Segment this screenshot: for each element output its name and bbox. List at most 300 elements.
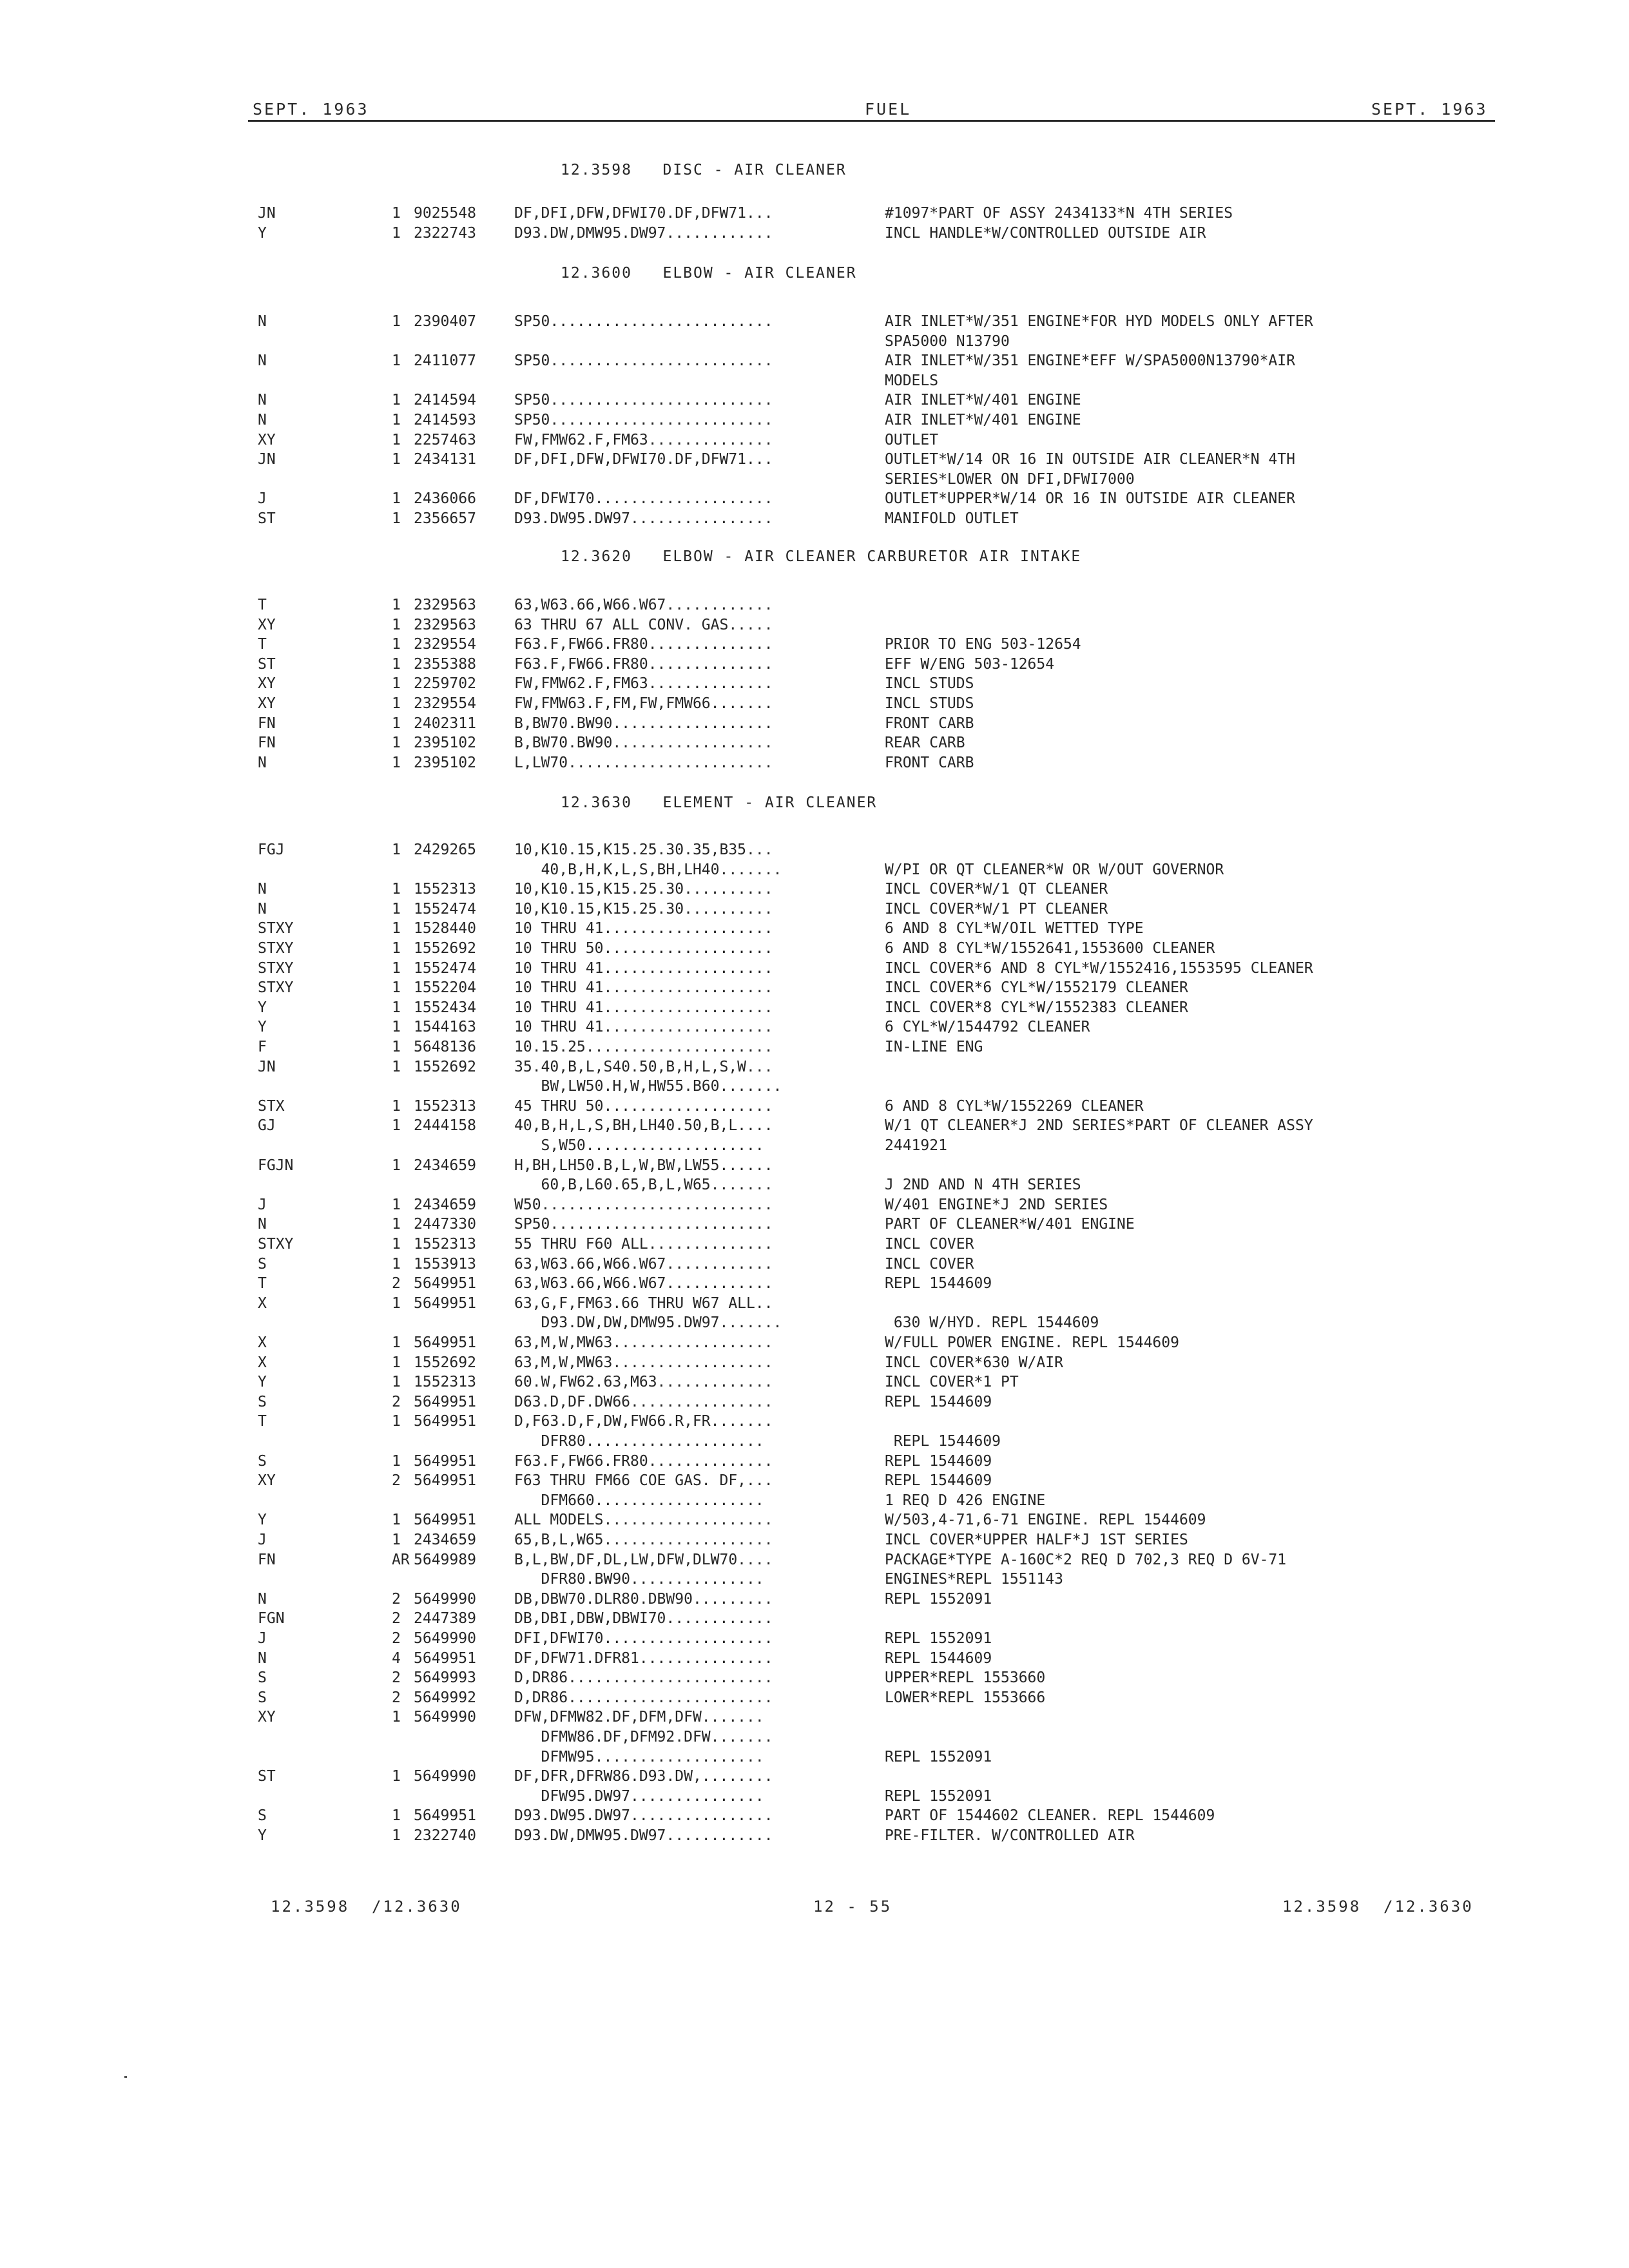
row-part-number: 1552692 <box>414 1059 476 1075</box>
row-description: PRIOR TO ENG 503-12654 <box>885 636 1081 653</box>
row-part-number: 2395102 <box>414 735 476 751</box>
row-quantity: 1 <box>392 735 401 751</box>
row-description: 630 W/HYD. REPL 1544609 <box>885 1314 1099 1331</box>
row-quantity: 1 <box>392 313 401 330</box>
row-models: FW,FMW62.F,FM63.............. <box>514 675 773 692</box>
row-code: STXY <box>258 920 294 937</box>
row-part-number: 5649951 <box>414 1295 476 1312</box>
row-models: 10 THRU 41................... <box>514 960 773 977</box>
row-code: N <box>258 881 267 898</box>
row-models: DFW,DFMW82.DF,DFM,DFW....... <box>514 1709 764 1725</box>
row-description: FRONT CARB <box>885 754 974 771</box>
row-description: 6 AND 8 CYL*W/OIL WETTED TYPE <box>885 920 1144 937</box>
row-code: JN <box>258 205 276 222</box>
row-code: N <box>258 901 267 918</box>
row-models: F63.F,FW66.FR80.............. <box>514 1453 773 1470</box>
row-description: INCL COVER*1 PT <box>885 1374 1019 1390</box>
row-part-number: 2329554 <box>414 695 476 712</box>
row-description: AIR INLET*W/401 ENGINE <box>885 392 1081 408</box>
row-code: S <box>258 1256 267 1273</box>
row-models: 65,B,L,W65................... <box>514 1532 773 1548</box>
row-models: F63.F,FW66.FR80.............. <box>514 636 773 653</box>
row-code: FGJN <box>258 1157 294 1174</box>
row-quantity: 1 <box>392 940 401 957</box>
row-models: 63,W63.66,W66.W67............ <box>514 1256 773 1273</box>
row-code: XY <box>258 695 276 712</box>
row-models: DFMW95................... <box>514 1749 764 1765</box>
row-code: N <box>258 754 267 771</box>
row-models: F63 THRU FM66 COE GAS. DF,... <box>514 1472 773 1489</box>
row-description: PRE-FILTER. W/CONTROLLED AIR <box>885 1827 1135 1844</box>
row-part-number: 2429265 <box>414 841 476 858</box>
row-description: REPL 1552091 <box>885 1591 992 1608</box>
row-part-number: 2411077 <box>414 352 476 369</box>
row-description: 1 REQ D 426 ENGINE <box>885 1492 1046 1509</box>
row-quantity: AR <box>392 1552 410 1568</box>
row-models: B,BW70.BW90.................. <box>514 715 773 732</box>
row-quantity: 1 <box>392 656 401 673</box>
row-code: N <box>258 352 267 369</box>
row-part-number: 2356657 <box>414 510 476 527</box>
row-part-number: 5649951 <box>414 1334 476 1351</box>
row-code: JN <box>258 451 276 468</box>
row-description: INCL COVER*6 CYL*W/1552179 CLEANER <box>885 979 1188 996</box>
row-part-number: 1552474 <box>414 960 476 977</box>
row-part-number: 2355388 <box>414 656 476 673</box>
row-code: X <box>258 1354 267 1371</box>
row-models: SP50......................... <box>514 1216 773 1233</box>
row-models: 10 THRU 41................... <box>514 979 773 996</box>
row-description: OUTLET <box>885 432 939 448</box>
row-part-number: 2447330 <box>414 1216 476 1233</box>
row-models: F63.F,FW66.FR80.............. <box>514 656 773 673</box>
row-models: 63,M,W,MW63.................. <box>514 1354 773 1371</box>
row-code: J <box>258 490 267 507</box>
row-part-number: 1552204 <box>414 979 476 996</box>
row-models: D93.DW,DMW95.DW97............ <box>514 1827 773 1844</box>
row-part-number: 5649951 <box>414 1275 476 1292</box>
row-description: OUTLET*W/14 OR 16 IN OUTSIDE AIR CLEANER*N 4TH <box>885 451 1295 468</box>
row-quantity: 1 <box>392 979 401 996</box>
row-description: INCL COVER*6 AND 8 CYL*W/1552416,1553595 CLEANER <box>885 960 1313 977</box>
row-models: 10 THRU 50................... <box>514 940 773 957</box>
row-quantity: 1 <box>392 352 401 369</box>
row-models: DF,DFR,DFRW86.D93.DW,........ <box>514 1768 773 1785</box>
row-models: D63.D,DF.DW66................ <box>514 1394 773 1410</box>
row-models: 63,W63.66,W66.W67............ <box>514 1275 773 1292</box>
row-part-number: 2434659 <box>414 1157 476 1174</box>
row-models: 10,K10.15,K15.25.30.......... <box>514 901 773 918</box>
row-description: ENGINES*REPL 1551143 <box>885 1571 1063 1588</box>
row-description: J 2ND AND N 4TH SERIES <box>885 1177 1081 1193</box>
row-code: Y <box>258 1512 267 1528</box>
row-quantity: 1 <box>392 1768 401 1785</box>
row-description: REPL 1552091 <box>885 1749 992 1765</box>
row-part-number: 5649990 <box>414 1709 476 1725</box>
row-description: REAR CARB <box>885 735 965 751</box>
row-description: W/401 ENGINE*J 2ND SERIES <box>885 1196 1108 1213</box>
row-quantity: 2 <box>392 1689 401 1706</box>
row-code: ST <box>258 1768 276 1785</box>
row-part-number: 1553913 <box>414 1256 476 1273</box>
row-part-number: 2322740 <box>414 1827 476 1844</box>
row-code: STXY <box>258 979 294 996</box>
row-description: W/503,4-71,6-71 ENGINE. REPL 1544609 <box>885 1512 1206 1528</box>
row-part-number: 2402311 <box>414 715 476 732</box>
row-models: 10.15.25..................... <box>514 1039 773 1055</box>
row-code: N <box>258 1650 267 1667</box>
row-code: ST <box>258 656 276 673</box>
row-code: N <box>258 1216 267 1233</box>
row-models: DFI,DFWI70................... <box>514 1630 773 1647</box>
row-part-number: 5649951 <box>414 1512 476 1528</box>
row-description: INCL COVER*UPPER HALF*J 1ST SERIES <box>885 1532 1188 1548</box>
row-code: J <box>258 1532 267 1548</box>
row-code: XY <box>258 617 276 633</box>
section-title: 12.3630 ELEMENT - AIR CLEANER <box>561 794 878 811</box>
row-quantity: 1 <box>392 1098 401 1115</box>
row-models: SP50......................... <box>514 313 773 330</box>
row-code: S <box>258 1689 267 1706</box>
row-quantity: 1 <box>392 841 401 858</box>
row-description: PART OF CLEANER*W/401 ENGINE <box>885 1216 1135 1233</box>
row-code: FGJ <box>258 841 285 858</box>
row-quantity: 1 <box>392 715 401 732</box>
row-quantity: 1 <box>392 1236 401 1253</box>
row-code: T <box>258 636 267 653</box>
row-description: INCL STUDS <box>885 675 974 692</box>
row-quantity: 1 <box>392 675 401 692</box>
row-part-number: 5649951 <box>414 1413 476 1430</box>
row-models: BW,LW50.H,W,HW55.B60....... <box>514 1078 782 1095</box>
row-models: 10 THRU 41................... <box>514 920 773 937</box>
row-code: ST <box>258 510 276 527</box>
row-models: FW,FMW62.F,FM63.............. <box>514 432 773 448</box>
row-part-number: 2444158 <box>414 1117 476 1134</box>
row-description: EFF W/ENG 503-12654 <box>885 656 1055 673</box>
row-part-number: 5649951 <box>414 1472 476 1489</box>
row-models: D,F63.D,F,DW,FW66.R,FR....... <box>514 1413 773 1430</box>
row-description: REPL 1544609 <box>885 1394 992 1410</box>
row-models: 63 THRU 67 ALL CONV. GAS..... <box>514 617 773 633</box>
row-description: UPPER*REPL 1553660 <box>885 1669 1046 1686</box>
row-models: DF,DFI,DFW,DFWI70.DF,DFW71... <box>514 451 773 468</box>
row-part-number: 5649951 <box>414 1807 476 1824</box>
row-part-number: 2329563 <box>414 617 476 633</box>
row-description: REPL 1544609 <box>885 1275 992 1292</box>
header-section-title: FUEL <box>865 100 912 119</box>
row-models: 63,M,W,MW63.................. <box>514 1334 773 1351</box>
row-code: Y <box>258 225 267 242</box>
row-code: N <box>258 412 267 428</box>
row-models: DFR80.................... <box>514 1433 764 1450</box>
row-code: N <box>258 313 267 330</box>
section-title: 12.3600 ELBOW - AIR CLEANER <box>561 265 857 282</box>
row-part-number: 1528440 <box>414 920 476 937</box>
row-quantity: 1 <box>392 1059 401 1075</box>
row-part-number: 5649951 <box>414 1650 476 1667</box>
row-quantity: 1 <box>392 1157 401 1174</box>
row-code: N <box>258 392 267 408</box>
row-code: S <box>258 1807 267 1824</box>
row-quantity: 1 <box>392 1019 401 1035</box>
row-description: REPL 1544609 <box>885 1453 992 1470</box>
row-quantity: 1 <box>392 1256 401 1273</box>
row-models: 40,B,H,L,S,BH,LH40.50,B,L.... <box>514 1117 773 1134</box>
row-quantity: 2 <box>392 1394 401 1410</box>
row-part-number: 2434131 <box>414 451 476 468</box>
row-quantity: 1 <box>392 617 401 633</box>
row-description: MODELS <box>885 372 939 389</box>
row-models: B,L,BW,DF,DL,LW,DFW,DLW70.... <box>514 1552 773 1568</box>
row-models: SP50......................... <box>514 352 773 369</box>
row-code: T <box>258 1413 267 1430</box>
row-part-number: 1552313 <box>414 881 476 898</box>
row-quantity: 1 <box>392 960 401 977</box>
row-quantity: 1 <box>392 597 401 613</box>
row-quantity: 1 <box>392 1216 401 1233</box>
row-quantity: 1 <box>392 636 401 653</box>
row-quantity: 1 <box>392 1532 401 1548</box>
row-part-number: 1552692 <box>414 1354 476 1371</box>
row-quantity: 1 <box>392 920 401 937</box>
row-part-number: 2434659 <box>414 1196 476 1213</box>
row-part-number: 2257463 <box>414 432 476 448</box>
row-code: X <box>258 1334 267 1351</box>
row-quantity: 1 <box>392 901 401 918</box>
row-code: FN <box>258 735 276 751</box>
row-models: 10 THRU 41................... <box>514 1019 773 1035</box>
row-quantity: 4 <box>392 1650 401 1667</box>
row-part-number: 2447389 <box>414 1610 476 1627</box>
row-description: REPL 1552091 <box>885 1788 992 1805</box>
row-part-number: 2322743 <box>414 225 476 242</box>
row-code: FGN <box>258 1610 285 1627</box>
row-description: AIR INLET*W/351 ENGINE*FOR HYD MODELS ONLY AFTER <box>885 313 1313 330</box>
row-part-number: 5649993 <box>414 1669 476 1686</box>
row-part-number: 1544163 <box>414 1019 476 1035</box>
row-code: FN <box>258 1552 276 1568</box>
row-description: FRONT CARB <box>885 715 974 732</box>
row-quantity: 2 <box>392 1610 401 1627</box>
row-models: DFW95.DW97............... <box>514 1788 764 1805</box>
row-quantity: 1 <box>392 392 401 408</box>
row-models: H,BH,LH50.B,L,W,BW,LW55...... <box>514 1157 773 1174</box>
row-quantity: 1 <box>392 1039 401 1055</box>
row-models: 60,B,L60.65,B,L,W65....... <box>514 1177 773 1193</box>
row-models: D93.DW95.DW97................ <box>514 510 773 527</box>
row-code: XY <box>258 675 276 692</box>
row-quantity: 1 <box>392 1807 401 1824</box>
row-description: INCL COVER*W/1 QT CLEANER <box>885 881 1108 898</box>
row-code: F <box>258 1039 267 1055</box>
row-code: GJ <box>258 1117 276 1134</box>
row-models: L,LW70....................... <box>514 754 773 771</box>
row-part-number: 2436066 <box>414 490 476 507</box>
row-code: N <box>258 1591 267 1608</box>
row-models: SP50......................... <box>514 392 773 408</box>
row-quantity: 1 <box>392 1709 401 1725</box>
row-code: FN <box>258 715 276 732</box>
row-part-number: 5649989 <box>414 1552 476 1568</box>
row-code: STXY <box>258 960 294 977</box>
row-models: 55 THRU F60 ALL.............. <box>514 1236 773 1253</box>
footer-range-left: 12.3598 /12.3630 <box>271 1898 462 1916</box>
row-code: Y <box>258 1019 267 1035</box>
row-models: D93.DW,DMW95.DW97............ <box>514 225 773 242</box>
row-models: D,DR86....................... <box>514 1689 773 1706</box>
row-description: REPL 1544609 <box>885 1433 1001 1450</box>
row-part-number: 2395102 <box>414 754 476 771</box>
row-description: AIR INLET*W/351 ENGINE*EFF W/SPA5000N13790*AIR <box>885 352 1295 369</box>
row-description: IN-LINE ENG <box>885 1039 983 1055</box>
row-part-number: 5649951 <box>414 1394 476 1410</box>
row-models: ALL MODELS................... <box>514 1512 773 1528</box>
row-code: Y <box>258 1374 267 1390</box>
row-code: J <box>258 1196 267 1213</box>
row-description: REPL 1544609 <box>885 1472 992 1489</box>
row-models: DFMW86.DF,DFM92.DFW....... <box>514 1729 773 1745</box>
row-part-number: 2414593 <box>414 412 476 428</box>
row-models: SP50......................... <box>514 412 773 428</box>
row-part-number: 5648136 <box>414 1039 476 1055</box>
row-quantity: 2 <box>392 1669 401 1686</box>
row-part-number: 2414594 <box>414 392 476 408</box>
section-title: 12.3620 ELBOW - AIR CLEANER CARBURETOR AIR INTAKE <box>561 548 1082 565</box>
row-models: B,BW70.BW90.................. <box>514 735 773 751</box>
row-models: DB,DBW70.DLR80.DBW90......... <box>514 1591 773 1608</box>
row-quantity: 1 <box>392 1374 401 1390</box>
row-models: 63,G,F,FM63.66 THRU W67 ALL.. <box>514 1295 773 1312</box>
row-code: S <box>258 1453 267 1470</box>
row-models: S,W50.................... <box>514 1137 764 1154</box>
row-quantity: 1 <box>392 999 401 1016</box>
row-quantity: 1 <box>392 881 401 898</box>
row-description: INCL STUDS <box>885 695 974 712</box>
row-code: XY <box>258 1709 276 1725</box>
row-quantity: 1 <box>392 205 401 222</box>
row-code: JN <box>258 1059 276 1075</box>
row-code: X <box>258 1295 267 1312</box>
row-quantity: 1 <box>392 1354 401 1371</box>
row-part-number: 1552474 <box>414 901 476 918</box>
row-quantity: 1 <box>392 695 401 712</box>
row-models: DB,DBI,DBW,DBWI70............ <box>514 1610 773 1627</box>
row-description: SERIES*LOWER ON DFI,DFWI7000 <box>885 471 1135 488</box>
row-models: FW,FMW63.F,FM,FW,FMW66....... <box>514 695 773 712</box>
row-quantity: 1 <box>392 1512 401 1528</box>
row-models: 45 THRU 50................... <box>514 1098 773 1115</box>
row-code: XY <box>258 432 276 448</box>
row-models: 63,W63.66,W66.W67............ <box>514 597 773 613</box>
row-description: INCL COVER <box>885 1236 974 1253</box>
row-code: T <box>258 1275 267 1292</box>
row-quantity: 1 <box>392 1827 401 1844</box>
row-models: DF,DFI,DFW,DFWI70.DF,DFW71... <box>514 205 773 222</box>
row-models: DFM660................... <box>514 1492 764 1509</box>
page-number: 12 - 55 <box>813 1898 892 1916</box>
row-quantity: 1 <box>392 412 401 428</box>
row-code: STXY <box>258 940 294 957</box>
row-code: T <box>258 597 267 613</box>
row-description: INCL COVER <box>885 1256 974 1273</box>
row-description: INCL HANDLE*W/CONTROLLED OUTSIDE AIR <box>885 225 1206 242</box>
row-part-number: 1552313 <box>414 1236 476 1253</box>
section-title: 12.3598 DISC - AIR CLEANER <box>561 162 847 178</box>
row-models: DF,DFWI70.................... <box>514 490 773 507</box>
row-description: #1097*PART OF ASSY 2434133*N 4TH SERIES <box>885 205 1233 222</box>
row-code: STXY <box>258 1236 294 1253</box>
row-description: PART OF 1544602 CLEANER. REPL 1544609 <box>885 1807 1215 1824</box>
row-description: 6 AND 8 CYL*W/1552641,1553600 CLEANER <box>885 940 1215 957</box>
row-description: 6 CYL*W/1544792 CLEANER <box>885 1019 1090 1035</box>
footer-range-right: 12.3598 /12.3630 <box>1282 1898 1474 1916</box>
row-code: XY <box>258 1472 276 1489</box>
row-quantity: 1 <box>392 225 401 242</box>
row-description: AIR INLET*W/401 ENGINE <box>885 412 1081 428</box>
row-quantity: 1 <box>392 432 401 448</box>
row-models: 35.40,B,L,S40.50,B,H,L,S,W... <box>514 1059 773 1075</box>
row-quantity: 1 <box>392 1295 401 1312</box>
row-description: INCL COVER*W/1 PT CLEANER <box>885 901 1108 918</box>
row-description: MANIFOLD OUTLET <box>885 510 1019 527</box>
row-description: W/FULL POWER ENGINE. REPL 1544609 <box>885 1334 1179 1351</box>
row-models: 10,K10.15,K15.25.30.......... <box>514 881 773 898</box>
row-models: W50.......................... <box>514 1196 773 1213</box>
row-models: D,DR86....................... <box>514 1669 773 1686</box>
row-part-number: 2259702 <box>414 675 476 692</box>
row-part-number: 5649992 <box>414 1689 476 1706</box>
row-models: 10 THRU 41................... <box>514 999 773 1016</box>
row-models: DF,DFW71.DFR81............... <box>514 1650 773 1667</box>
row-description: 6 AND 8 CYL*W/1552269 CLEANER <box>885 1098 1144 1115</box>
row-quantity: 2 <box>392 1591 401 1608</box>
row-quantity: 1 <box>392 451 401 468</box>
row-code: Y <box>258 999 267 1016</box>
row-description: PACKAGE*TYPE A-160C*2 REQ D 702,3 REQ D 6V-71 <box>885 1552 1287 1568</box>
row-quantity: 2 <box>392 1275 401 1292</box>
row-description: INCL COVER*8 CYL*W/1552383 CLEANER <box>885 999 1188 1016</box>
row-description: OUTLET*UPPER*W/14 OR 16 IN OUTSIDE AIR CLEANER <box>885 490 1295 507</box>
row-description: REPL 1544609 <box>885 1650 992 1667</box>
row-description: W/PI OR QT CLEANER*W OR W/OUT GOVERNOR <box>885 861 1224 878</box>
row-part-number: 5649990 <box>414 1630 476 1647</box>
row-models: DFR80.BW90............... <box>514 1571 764 1588</box>
row-quantity: 2 <box>392 1472 401 1489</box>
row-part-number: 1552313 <box>414 1374 476 1390</box>
row-code: S <box>258 1669 267 1686</box>
row-quantity: 1 <box>392 1334 401 1351</box>
row-quantity: 1 <box>392 510 401 527</box>
row-quantity: 1 <box>392 754 401 771</box>
header-date-right: SEPT. 1963 <box>1371 100 1488 119</box>
row-part-number: 5649990 <box>414 1591 476 1608</box>
row-quantity: 2 <box>392 1630 401 1647</box>
row-models: 40,B,H,K,L,S,BH,LH40....... <box>514 861 782 878</box>
row-description: REPL 1552091 <box>885 1630 992 1647</box>
row-part-number: 2390407 <box>414 313 476 330</box>
row-quantity: 1 <box>392 1196 401 1213</box>
row-description: W/1 QT CLEANER*J 2ND SERIES*PART OF CLEANER ASSY <box>885 1117 1313 1134</box>
header-date-left: SEPT. 1963 <box>253 100 369 119</box>
row-models: D93.DW,DW,DMW95.DW97....... <box>514 1314 782 1331</box>
row-description: LOWER*REPL 1553666 <box>885 1689 1046 1706</box>
row-models: 60.W,FW62.63,M63............. <box>514 1374 773 1390</box>
row-part-number: 1552434 <box>414 999 476 1016</box>
row-quantity: 1 <box>392 490 401 507</box>
row-code: J <box>258 1630 267 1647</box>
row-part-number: 2434659 <box>414 1532 476 1548</box>
